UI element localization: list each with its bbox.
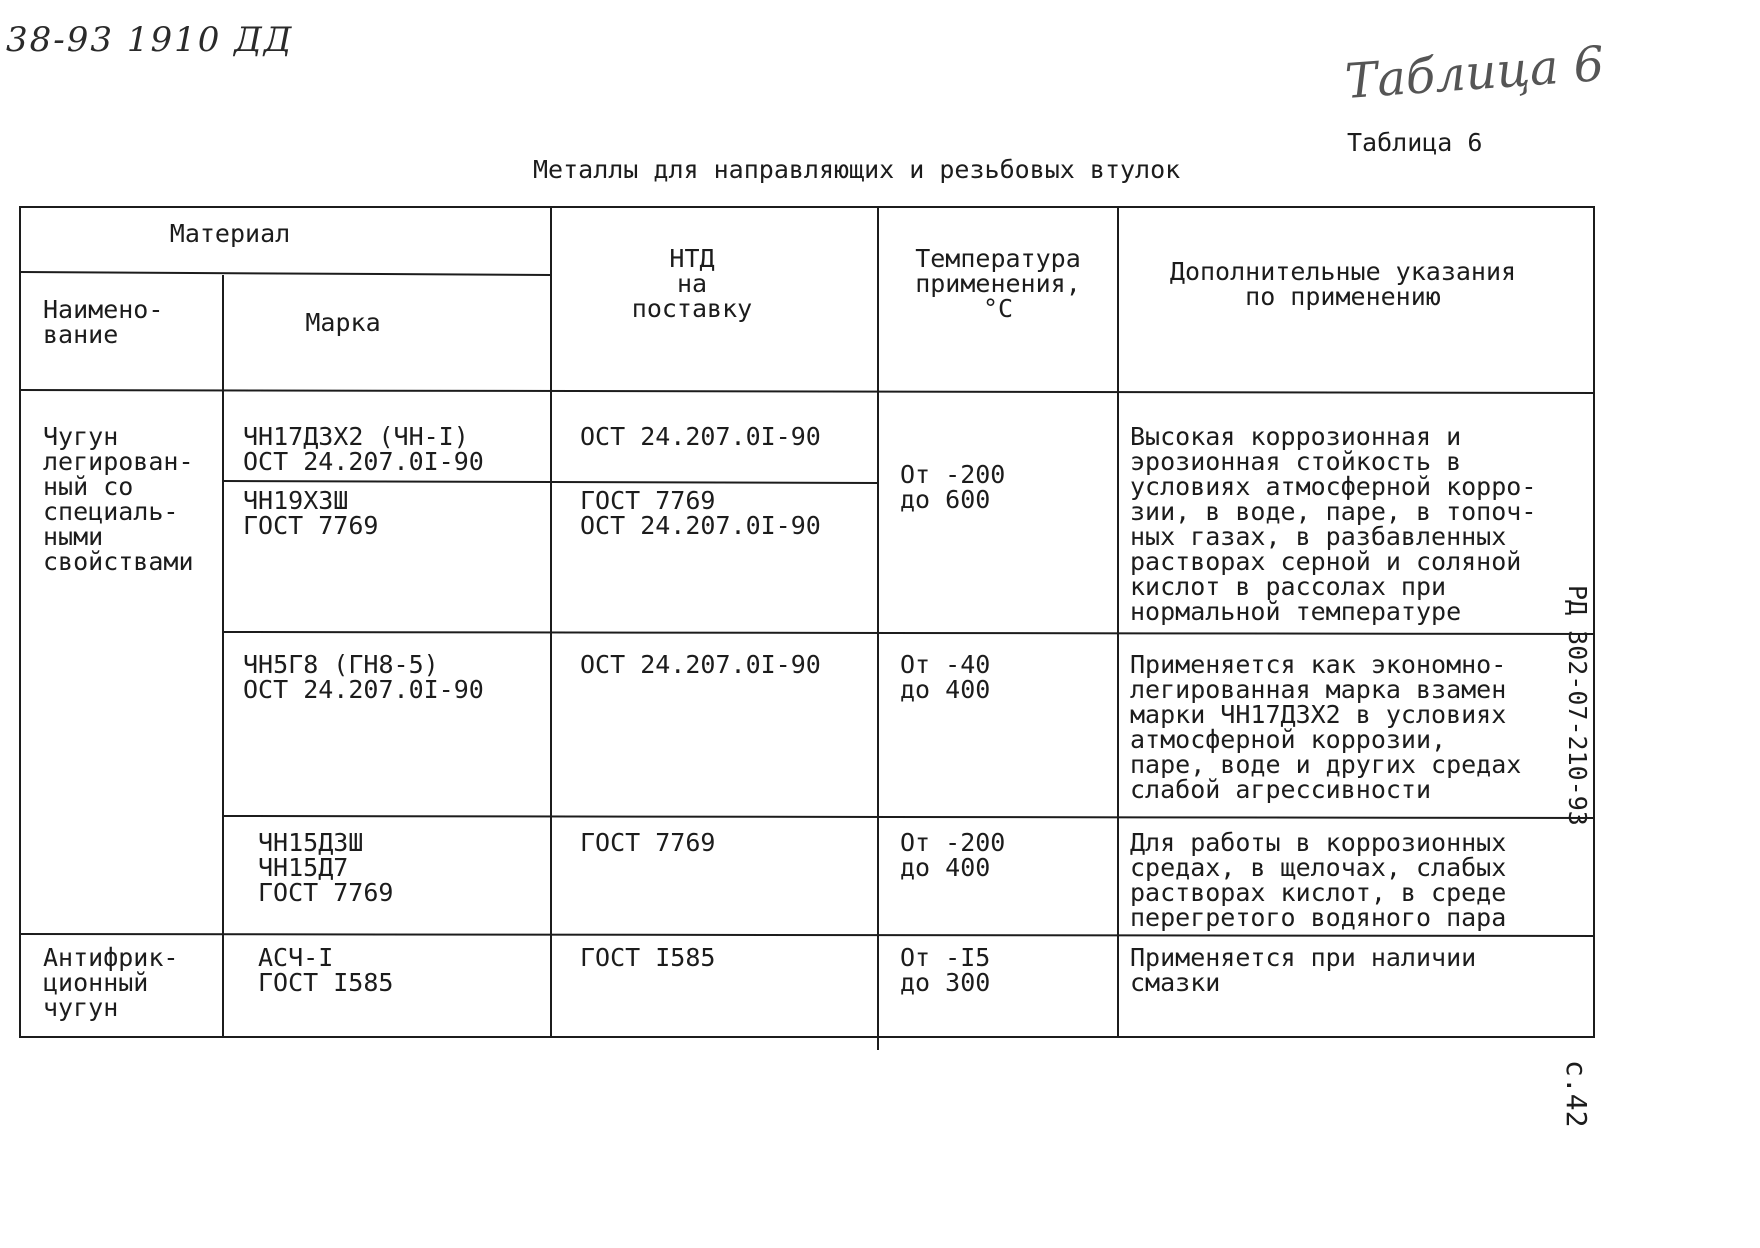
row4-notes: Применяется при наличии смазки — [1130, 943, 1477, 997]
row1-notes: Высокая коррозионная и эрозионная стойкость в условиях атмосферной корро- зии, в воде, паре, в топоч- ных газах, в разбавленных растворах серной и соляной кислот в рассолах при нормальной температуре — [1130, 422, 1537, 626]
header-material: Материал — [169, 219, 291, 248]
row2-temperature: От -40 до 400 — [900, 650, 991, 704]
header-temperature: Температура применения, °С — [915, 244, 1081, 323]
grid-line — [223, 816, 1594, 818]
row2-grade: ЧН5Г8 (ГН8-5) ОСТ 24.207.0I-90 — [243, 650, 484, 704]
header-grade: Марка — [305, 308, 381, 337]
grid-line — [223, 481, 878, 483]
document-code: РД 302-07-210-93 — [1563, 585, 1592, 826]
row1-ntd-a: ОСТ 24.207.0I-90 — [580, 422, 821, 451]
row3-ntd: ГОСТ 7769 — [580, 828, 716, 857]
row3-notes: Для работы в коррозионных средах, в щелочах, слабых растворах кислот, в среде перегретого водяного пара — [1130, 828, 1507, 932]
grid-line — [20, 390, 1594, 393]
page-title: Металлы для направляющих и резьбовых втулок — [533, 155, 1181, 184]
row1-ntd-b: ГОСТ 7769 ОСТ 24.207.0I-90 — [580, 486, 821, 540]
header-ntd: НТД на поставку — [631, 244, 753, 323]
row4-grade: АСЧ-I ГОСТ I585 — [258, 943, 394, 997]
row3-temperature: От -200 до 400 — [900, 828, 1006, 882]
row4-name: Антифрик- ционный чугун — [43, 943, 179, 1022]
row1-temperature: От -200 до 600 — [900, 460, 1006, 514]
row3-grade: ЧН15Д3Ш ЧН15Д7 ГОСТ 7769 — [258, 828, 394, 907]
row4-temperature: От -I5 до 300 — [900, 943, 991, 997]
grid-line — [20, 272, 551, 275]
row4-ntd: ГОСТ I585 — [580, 943, 716, 972]
grid-line — [20, 934, 1594, 936]
row1-name: Чугун легирован- ный со специаль- ными свойствами — [43, 422, 194, 576]
header-notes: Дополнительные указания по применению — [1169, 257, 1517, 311]
handwritten-reference: 38-93 1910 ДД — [6, 20, 294, 60]
handwritten-mark: Таблица 6 — [1343, 36, 1606, 110]
header-name: Наимено- вание — [43, 295, 164, 349]
row1-grade-a: ЧН17Д3Х2 (ЧН-I) ОСТ 24.207.0I-90 — [243, 422, 484, 476]
page-number: с.42 — [1560, 1060, 1593, 1128]
grid-line — [223, 632, 1594, 634]
row1-grade-b: ЧН19Х3Ш ГОСТ 7769 — [243, 486, 379, 540]
table-label: Таблица 6 — [1347, 128, 1483, 157]
row2-notes: Применяется как экономно- легированная марка взамен марки ЧН17Д3Х2 в условиях атмосферной коррозии, паре, воде и других средах слабой агрессивности — [1130, 650, 1522, 804]
row2-ntd: ОСТ 24.207.0I-90 — [580, 650, 821, 679]
